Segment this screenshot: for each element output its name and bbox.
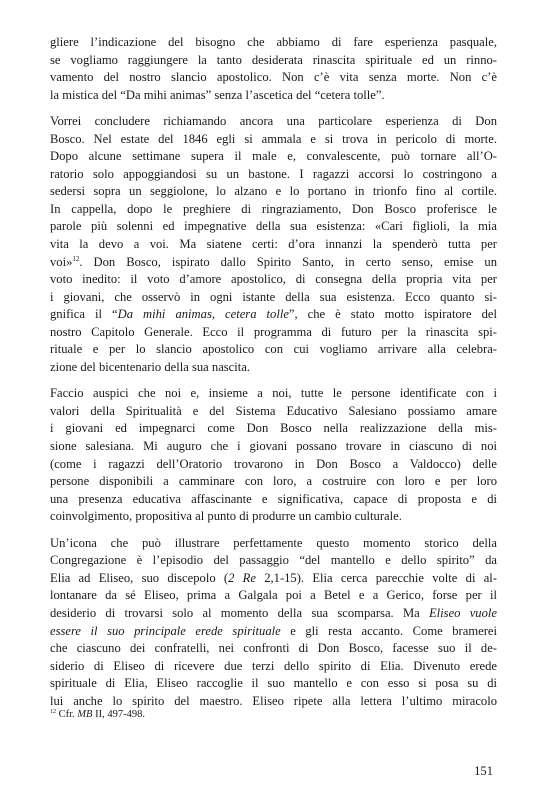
text-line: gliere l’indicazione del bisogno che abbiamo di fare esperienza pasquale,	[50, 35, 497, 49]
text-line: persone disponibili a camminare con loro, a costruire con loro e per loro	[50, 474, 497, 489]
text-segment: desiderio di trovarsi solo al momento della sua scomparsa. Ma	[50, 605, 429, 620]
text-line: Un’icona che può illustrare perfettamente questo momento storico della	[50, 535, 497, 550]
text-line: i giovani, che osservò in ogni istante della sua esistenza. Ecco quanto si-	[50, 289, 497, 304]
footnote-text: II, 497-498.	[92, 709, 145, 720]
page-number: 151	[474, 764, 493, 778]
paragraph-4	[50, 535, 497, 710]
text-line: lui anche lo spirito del maestro. Eliseo ripete alla lettera l’ultimo miracolo	[50, 693, 497, 708]
text-line: sedersi sopra un seggiolone, lo alzano e lo portano in trionfo fino al cortile.	[50, 184, 497, 199]
footnote	[50, 708, 145, 722]
text-line: se vogliamo raggiungere la tanto desiderata rinascita spirituale ed un rinno-	[50, 52, 497, 67]
footnote-reference: 12	[72, 254, 80, 263]
text-line: la mistica del “Da mihi animas” senza l’ascetica del “cetera tolle”.	[50, 87, 385, 102]
text-line	[50, 306, 497, 324]
text-line: Congregazione è l’episodio del passaggio “del mantello e dello spirito” da	[50, 553, 497, 568]
text-line: Bosco. Nel estate del 1846 egli si ammala e si trova in pericolo di morte.	[50, 131, 497, 146]
italic-phrase: 2 Re	[228, 570, 256, 585]
text-line: Dopo alcune settimane supera il male e, convalescente, può tornare all’O-	[50, 149, 497, 164]
footnote-number: 12	[50, 709, 56, 715]
text-line: Vorrei concludere richiamando ancora una particolare esperienza di Don	[50, 114, 497, 129]
text-line: valori della Spiritualità e del Sistema Educativo Salesiano possiamo amare	[50, 403, 497, 418]
text-line: vita la devo a voi. Ma siatene certi: d’ora innanzi la spenderò tutta per	[50, 237, 497, 252]
paragraph-1	[50, 34, 497, 104]
text-line	[50, 254, 497, 272]
paragraph-2	[50, 113, 497, 376]
text-line: In cappella, dopo le preghiere di ringraziamento, Don Bosco proferisce le	[50, 201, 497, 216]
paragraph-3	[50, 385, 497, 525]
italic-phrase: Da mihi animas, cetera tolle	[117, 307, 289, 322]
footnote-italic: MB	[77, 709, 93, 720]
footnote-text: Cfr.	[58, 709, 78, 720]
page-body	[50, 34, 497, 719]
text-line: Faccio auspici che noi e, insieme a noi, tutte le persone identificate con i	[50, 386, 497, 401]
text-line: parole più solenni ed impegnative della sua esistenza: «Cari figlioli, la mia	[50, 219, 497, 234]
text-line: sione salesiana. Mi auguro che i giovani possano trovare in ciascuno di noi	[50, 439, 497, 454]
text-line: nostro Capitolo Generale. Ecco il programma di futuro per la rinascita spi-	[50, 324, 497, 339]
text-segment: gnifica il “	[50, 307, 118, 322]
text-line: vamento del nostro slancio apostolico. Non c’è vita senza morte. Non c’è	[50, 70, 497, 85]
text-segment: ”, che è stato motto ispiratore del	[288, 307, 497, 322]
text-line: i giovani ed impegnarci come Don Bosco nella realizzazione della mis-	[50, 421, 497, 436]
text-line	[50, 570, 497, 588]
text-segment: voi»	[50, 254, 73, 269]
text-line: rituale e per lo slancio apostolico con cui vogliamo arrivare alla celebra-	[50, 342, 497, 357]
text-line	[50, 623, 497, 641]
text-line: siderio di Eliseo di ricevere due terzi dello spirito di Elia. Divenuto erede	[50, 658, 497, 673]
text-segment: e gli resta accanto. Come bramerei	[280, 623, 497, 638]
italic-phrase: essere il suo principale erede spirituale	[50, 623, 281, 638]
text-line: una presenza educativa affascinante e significativa, capace di proposta e di	[50, 491, 497, 506]
text-line	[50, 605, 497, 623]
text-segment: 2,1-15). Elia cerca parecchie volte di al-	[255, 570, 497, 585]
text-line: lontanare da sé Eliseo, prima a Galgala poi a Betel e a Gerico, forse per il	[50, 588, 497, 603]
text-line: spirituale di Elia, Eliseo raccoglie il suo mantello e con esso si posa su di	[50, 676, 497, 691]
text-segment: Elia ad Eliseo, suo discepolo (	[50, 570, 229, 585]
italic-phrase: Eliseo vuole	[428, 605, 497, 620]
text-line: (come i ragazzi dell’Oratorio trovarono in Don Bosco a Valdocco) delle	[50, 456, 497, 471]
text-segment: . Don Bosco, ispirato dallo Spirito Santo, in certo senso, emise un	[79, 254, 497, 269]
text-line: zione del bicentenario della sua nascita.	[50, 359, 251, 374]
text-line: che ciascuno dei confratelli, nei confronti di Don Bosco, facesse suo il de-	[50, 641, 497, 656]
text-line: coinvolgimento, propositiva al punto di produrre un cambio culturale.	[50, 509, 402, 524]
text-line: voto inedito: il voto d’amore apostolico, di consegna della propria vita per	[50, 272, 497, 287]
text-line: ratorio solo appoggiandosi su un bastone. I ragazzi accorsi lo costringono a	[50, 166, 497, 181]
